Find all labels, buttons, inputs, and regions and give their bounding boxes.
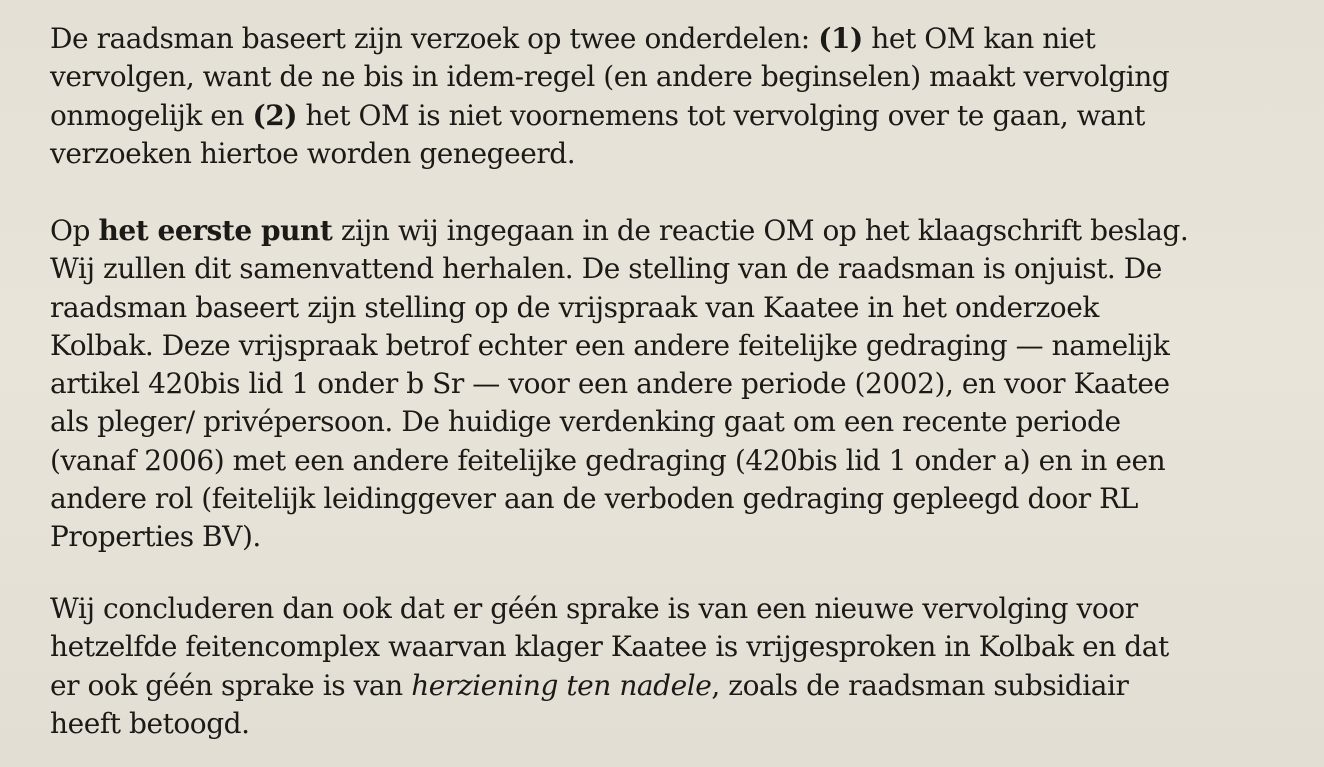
text-segment: De raadsman baseert zijn verzoek op twee onderdelen: xyxy=(50,22,819,55)
text-line xyxy=(50,480,1188,518)
text-line xyxy=(50,705,1169,743)
text-segment: verzoeken hiertoe worden genegeerd. xyxy=(50,136,576,170)
text-segment: hetzelfde feitencomplex waarvan klager Kaatee is vrijgesproken in Kolbak en dat xyxy=(50,630,1169,664)
text-segment: , zoals de raadsman subsidiair xyxy=(711,668,1129,702)
text-segment: vervolgen, want de ne bis in idem-regel (en andere beginselen) maakt vervolging xyxy=(50,60,1170,94)
text-line xyxy=(50,590,1169,628)
text-segment: raadsman baseert zijn stelling op de vrijspraak van Kaatee in het onderzoek xyxy=(50,290,1099,324)
text-line xyxy=(50,327,1188,365)
text-line xyxy=(50,628,1169,666)
text-segment: Wij zullen dit samenvattend herhalen. De stelling van de raadsman is onjuist. De xyxy=(50,252,1162,286)
text-segment: er ook géén sprake is van xyxy=(50,668,412,702)
text-segment: onmogelijk en xyxy=(50,98,253,132)
text-segment: artikel 420bis lid 1 onder b Sr — voor een andere periode (2002), en voor Kaatee xyxy=(50,367,1170,401)
text-segment: het OM kan niet xyxy=(862,22,1096,55)
text-line xyxy=(50,365,1188,403)
text-line xyxy=(50,135,1169,173)
text-segment: het OM is niet voornemens tot vervolging over te gaan, want xyxy=(297,98,1145,132)
text-segment: als pleger/ privépersoon. De huidige verdenking gaat om een recente periode xyxy=(50,405,1121,439)
text-segment: heeft betoogd. xyxy=(50,706,250,740)
text-line xyxy=(50,289,1188,327)
text-segment: Op xyxy=(50,214,99,247)
text-line xyxy=(50,403,1188,441)
bold-text: (1) xyxy=(818,22,863,55)
text-line xyxy=(50,58,1169,96)
text-line xyxy=(50,442,1188,480)
bold-text: (2) xyxy=(252,98,298,132)
text-segment: zijn wij ingegaan in de reactie OM op het klaagschrift beslag. xyxy=(332,214,1189,247)
text-segment: Kolbak. Deze vrijspraak betrof echter een andere feitelijke gedraging — namelijk xyxy=(50,328,1170,362)
text-line xyxy=(50,518,1188,556)
text-line xyxy=(50,97,1169,135)
italic-text: herziening ten nadele xyxy=(411,668,712,702)
text-line xyxy=(50,667,1169,705)
paragraph-2 xyxy=(50,212,1188,557)
text-segment: Wij concluderen dan ook dat er géén sprake is van een nieuwe vervolging voor xyxy=(50,592,1138,625)
bold-text: het eerste punt xyxy=(98,214,333,247)
text-segment: (vanaf 2006) met een andere feitelijke gedraging (420bis lid 1 onder a) en in een xyxy=(50,443,1166,477)
paragraph-1 xyxy=(50,20,1169,173)
text-segment: Properties BV). xyxy=(50,520,261,554)
paragraph-3 xyxy=(50,590,1169,743)
text-segment: andere rol (feitelijk leidinggever aan de verboden gedraging gepleegd door RL xyxy=(50,482,1138,516)
text-line xyxy=(50,212,1188,250)
text-line xyxy=(50,20,1169,58)
text-line xyxy=(50,250,1188,288)
